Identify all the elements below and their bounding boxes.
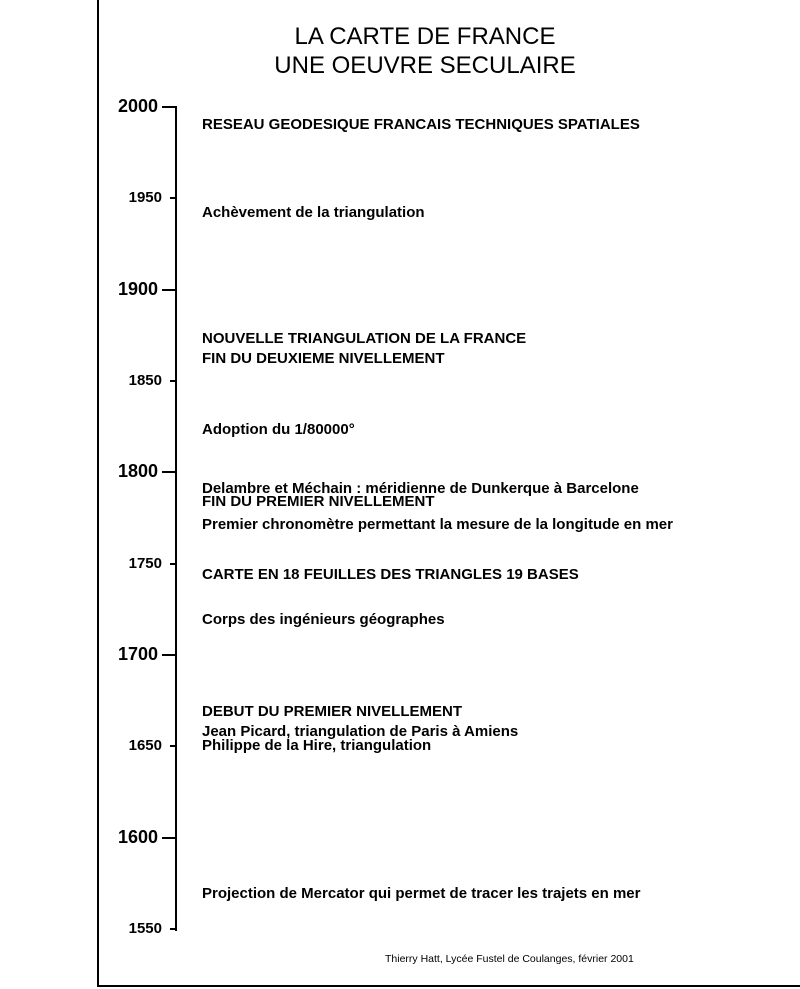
timeline-event: Philippe de la Hire, triangulation <box>202 737 432 755</box>
tick-label-2000: 2000 <box>117 96 158 116</box>
timeline-axis <box>175 106 177 931</box>
tick-1950 <box>170 197 176 199</box>
tick-label-1900: 1900 <box>117 278 158 299</box>
tick-1850 <box>170 380 176 382</box>
timeline-event: Projection de Mercator qui permet de tracer les trajets en mer <box>202 885 641 903</box>
credit-text: Thierry Hatt, Lycée Fustel de Coulanges, février 2001 <box>385 953 634 965</box>
tick-1650 <box>170 745 176 747</box>
tick-label-1800: 1800 <box>117 461 158 482</box>
tick-label-1950: 1950 <box>128 189 162 207</box>
timeline-event: Achèvement de la triangulation <box>202 203 425 221</box>
tick-label-1700: 1700 <box>117 644 158 664</box>
tick-label-1650: 1650 <box>128 737 162 755</box>
tick-label-1550: 1550 <box>128 920 162 937</box>
tick-label-1600: 1600 <box>117 826 158 847</box>
tick-1750 <box>170 563 176 565</box>
title-line-1: LA CARTE DE FRANCE <box>294 23 556 50</box>
tick-2000 <box>162 106 176 108</box>
timeline-event: Adoption du 1/80000° <box>202 421 355 439</box>
timeline-event: Corps des ingénieurs géographes <box>202 611 445 629</box>
timeline-event: FIN DU PREMIER NIVELLEMENT <box>202 492 435 510</box>
tick-label-1750: 1750 <box>128 554 162 572</box>
timeline-event: CARTE EN 18 FEUILLES DES TRIANGLES 19 BASES <box>202 565 579 583</box>
tick-1900 <box>162 289 176 291</box>
timeline-event: Jean Picard, triangulation de Paris à Amiens <box>202 722 519 740</box>
timeline-event: FIN DU DEUXIEME NIVELLEMENT <box>202 350 445 368</box>
timeline-event: DEBUT DU PREMIER NIVELLEMENT <box>202 702 463 720</box>
timeline-event: NOUVELLE TRIANGULATION DE LA FRANCE <box>202 329 527 347</box>
title-line-2: UNE OEUVRE SECULAIRE <box>274 52 576 79</box>
timeline-event: RESEAU GEODESIQUE FRANCAIS TECHNIQUES SPATIALES <box>202 116 640 134</box>
timeline-event: Premier chronomètre permettant la mesure de la longitude en mer <box>202 516 673 534</box>
tick-1800 <box>162 471 176 473</box>
timeline-event: Delambre et Méchain : méridienne de Dunkerque à Barcelone <box>202 479 639 497</box>
tick-label-1850: 1850 <box>128 372 162 389</box>
tick-1600 <box>162 837 176 839</box>
tick-1550 <box>170 928 176 930</box>
tick-1700 <box>162 654 176 656</box>
